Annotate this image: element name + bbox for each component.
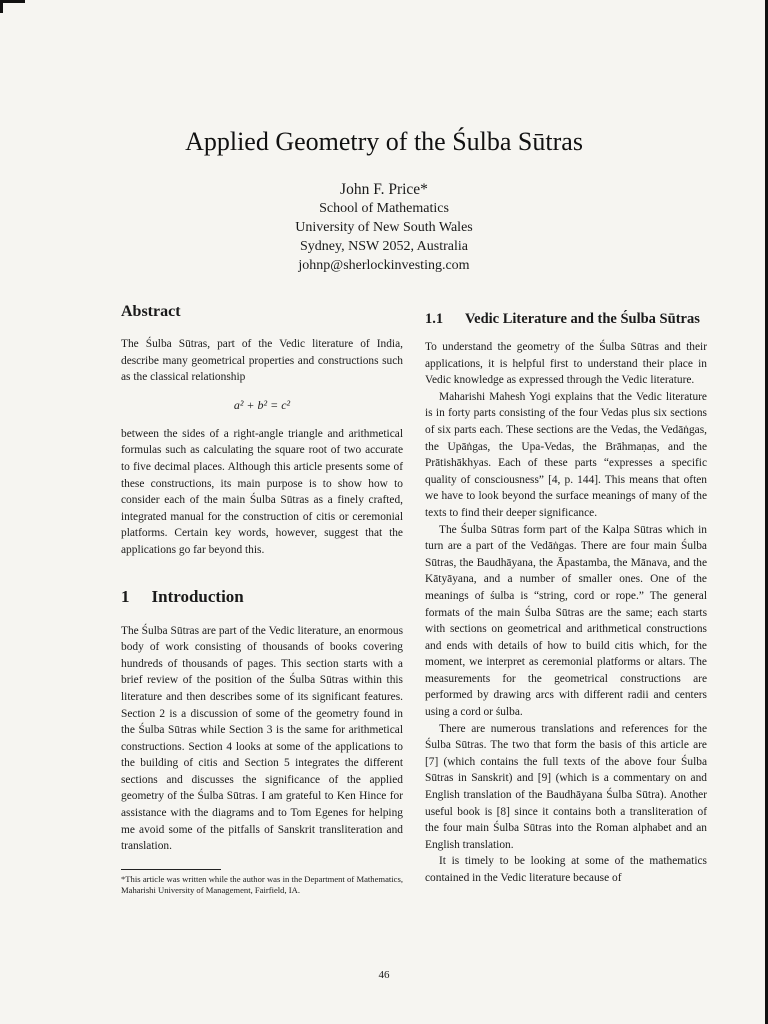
affiliation-school: School of Mathematics: [319, 201, 449, 216]
author-email[interactable]: johnp@sherlockinvesting.com: [298, 258, 470, 273]
body-paragraph: It is timely to be looking at some of the mathematics contained in the Vedic literature because of: [425, 855, 707, 884]
body-paragraph: The Śulba Sūtras form part of the Kalpa Sūtras which in turn are a part of the Vedāṅgas. There are four main Śulba Sūtras, the Baudhāyana, the Āpastamba, the Mānava, and the Kātyāyana, and a number of smaller ones. One of the meanings of śulba is “string, cord or rope.” The general formats of the main Śulba Sūtras are the same; each starts with sections on geometrical and arithmetical constructions and ends with details of how to build citis which, for the moment, we interpret as ceremonial platforms or altars. The measurements for the geometrical constructions are performed by drawing arcs with different radii and centers using a cord or śulba.: [425, 523, 707, 719]
subsection-heading: [425, 310, 707, 329]
footnote: *This article was written while the author was in the Department of Mathematics, Maharishi University of Management, Fairfield, IA.: [121, 873, 403, 896]
introduction-number: 1: [121, 586, 130, 606]
author-name: John F. Price*: [340, 181, 428, 198]
affiliation-university: University of New South Wales: [295, 220, 473, 235]
subsection-title: Vedic Literature and the Śulba Sūtras: [465, 311, 700, 327]
abstract-heading: Abstract: [121, 303, 181, 320]
introduction-heading: [121, 587, 403, 607]
left-column: [121, 303, 403, 897]
subsection-number: 1.1: [425, 311, 444, 327]
abstract-text-before: The Śulba Sūtras, part of the Vedic literature of India, describe many geometrical properties and constructions such as the classical relationship: [121, 338, 403, 384]
introduction-text: The Śulba Sūtras are part of the Vedic literature, an enormous body of work consisting of thousands of books covering hundreds of thousands of pages. This section starts with a brief review of the position of the Śulba Sūtras within this literature and then describes some of its significant features. Section 2 is a discussion of some of the geometry found in the Śulba Sūtras while Section 3 is the same for arithmetical constructions. Section 4 looks at some of the applications to the building of citis and Section 5 integrates the different sections and discusses the significance of the applied geometry of the Śulba Sūtras. I am grateful to Ken Hince for assistance with the diagrams and to Tom Egenes for helping me avoid some of the pitfalls of Sanskrit transliteration and translation.: [121, 624, 403, 853]
introduction-title: Introduction: [151, 586, 244, 606]
paper-title: Applied Geometry of the Śulba Sūtras: [185, 127, 583, 156]
body-paragraph: To understand the geometry of the Śulba Sūtras and their applications, it is helpful first to understand their place in Vedic knowledge as expressed through the Vedic literature.: [425, 341, 707, 387]
scan-corner-mark: [0, 0, 25, 13]
author-block: [0, 180, 768, 275]
pythagorean-equation: a² + b² = c²: [233, 397, 291, 412]
body-paragraph: Maharishi Mahesh Yogi explains that the Vedic literature is in forty parts consisting of the four Vedas plus six sections of six parts each. These sections are the Vedas, the Vedāṅgas, the Upāṅgas, the Upa-Vedas, the Brāhmaṇas, and the Prātishākhyas. Each of these parts “expresses a specific quality of consciousness” [4, p. 144]. This means that often we have to look beyond the surface meanings of many of the texts to find their deeper significance.: [425, 390, 707, 519]
footnote-rule: [121, 869, 221, 870]
affiliation-address: Sydney, NSW 2052, Australia: [300, 239, 468, 254]
body-paragraph: There are numerous translations and references for the Śulba Sūtras. The two that form the basis of this article are [7] (which contains the full texts of the above four Śulba Sūtras in Sanskrit) and [9] (which is a commentary on and English translation of the Baudhāyana Śulba Sūtra). Another useful book is [8] since it contains both a transliteration of the four main Śulba Sūtras into the Roman alphabet and an English translation.: [425, 722, 707, 851]
page-number: 46: [378, 969, 390, 981]
right-column: [425, 310, 707, 887]
abstract-text-after: between the sides of a right-angle triangle and arithmetical formulas such as calculating the square root of two accurate to five decimal places. Although this article presents some of these constructions, its main purpose is to show how to consider each of the main Śulba Sūtras as a finely crafted, integrated manual for the construction of citis or ceremonial platforms. Certain key words, however, suggest that the applications go far beyond this.: [121, 427, 403, 556]
